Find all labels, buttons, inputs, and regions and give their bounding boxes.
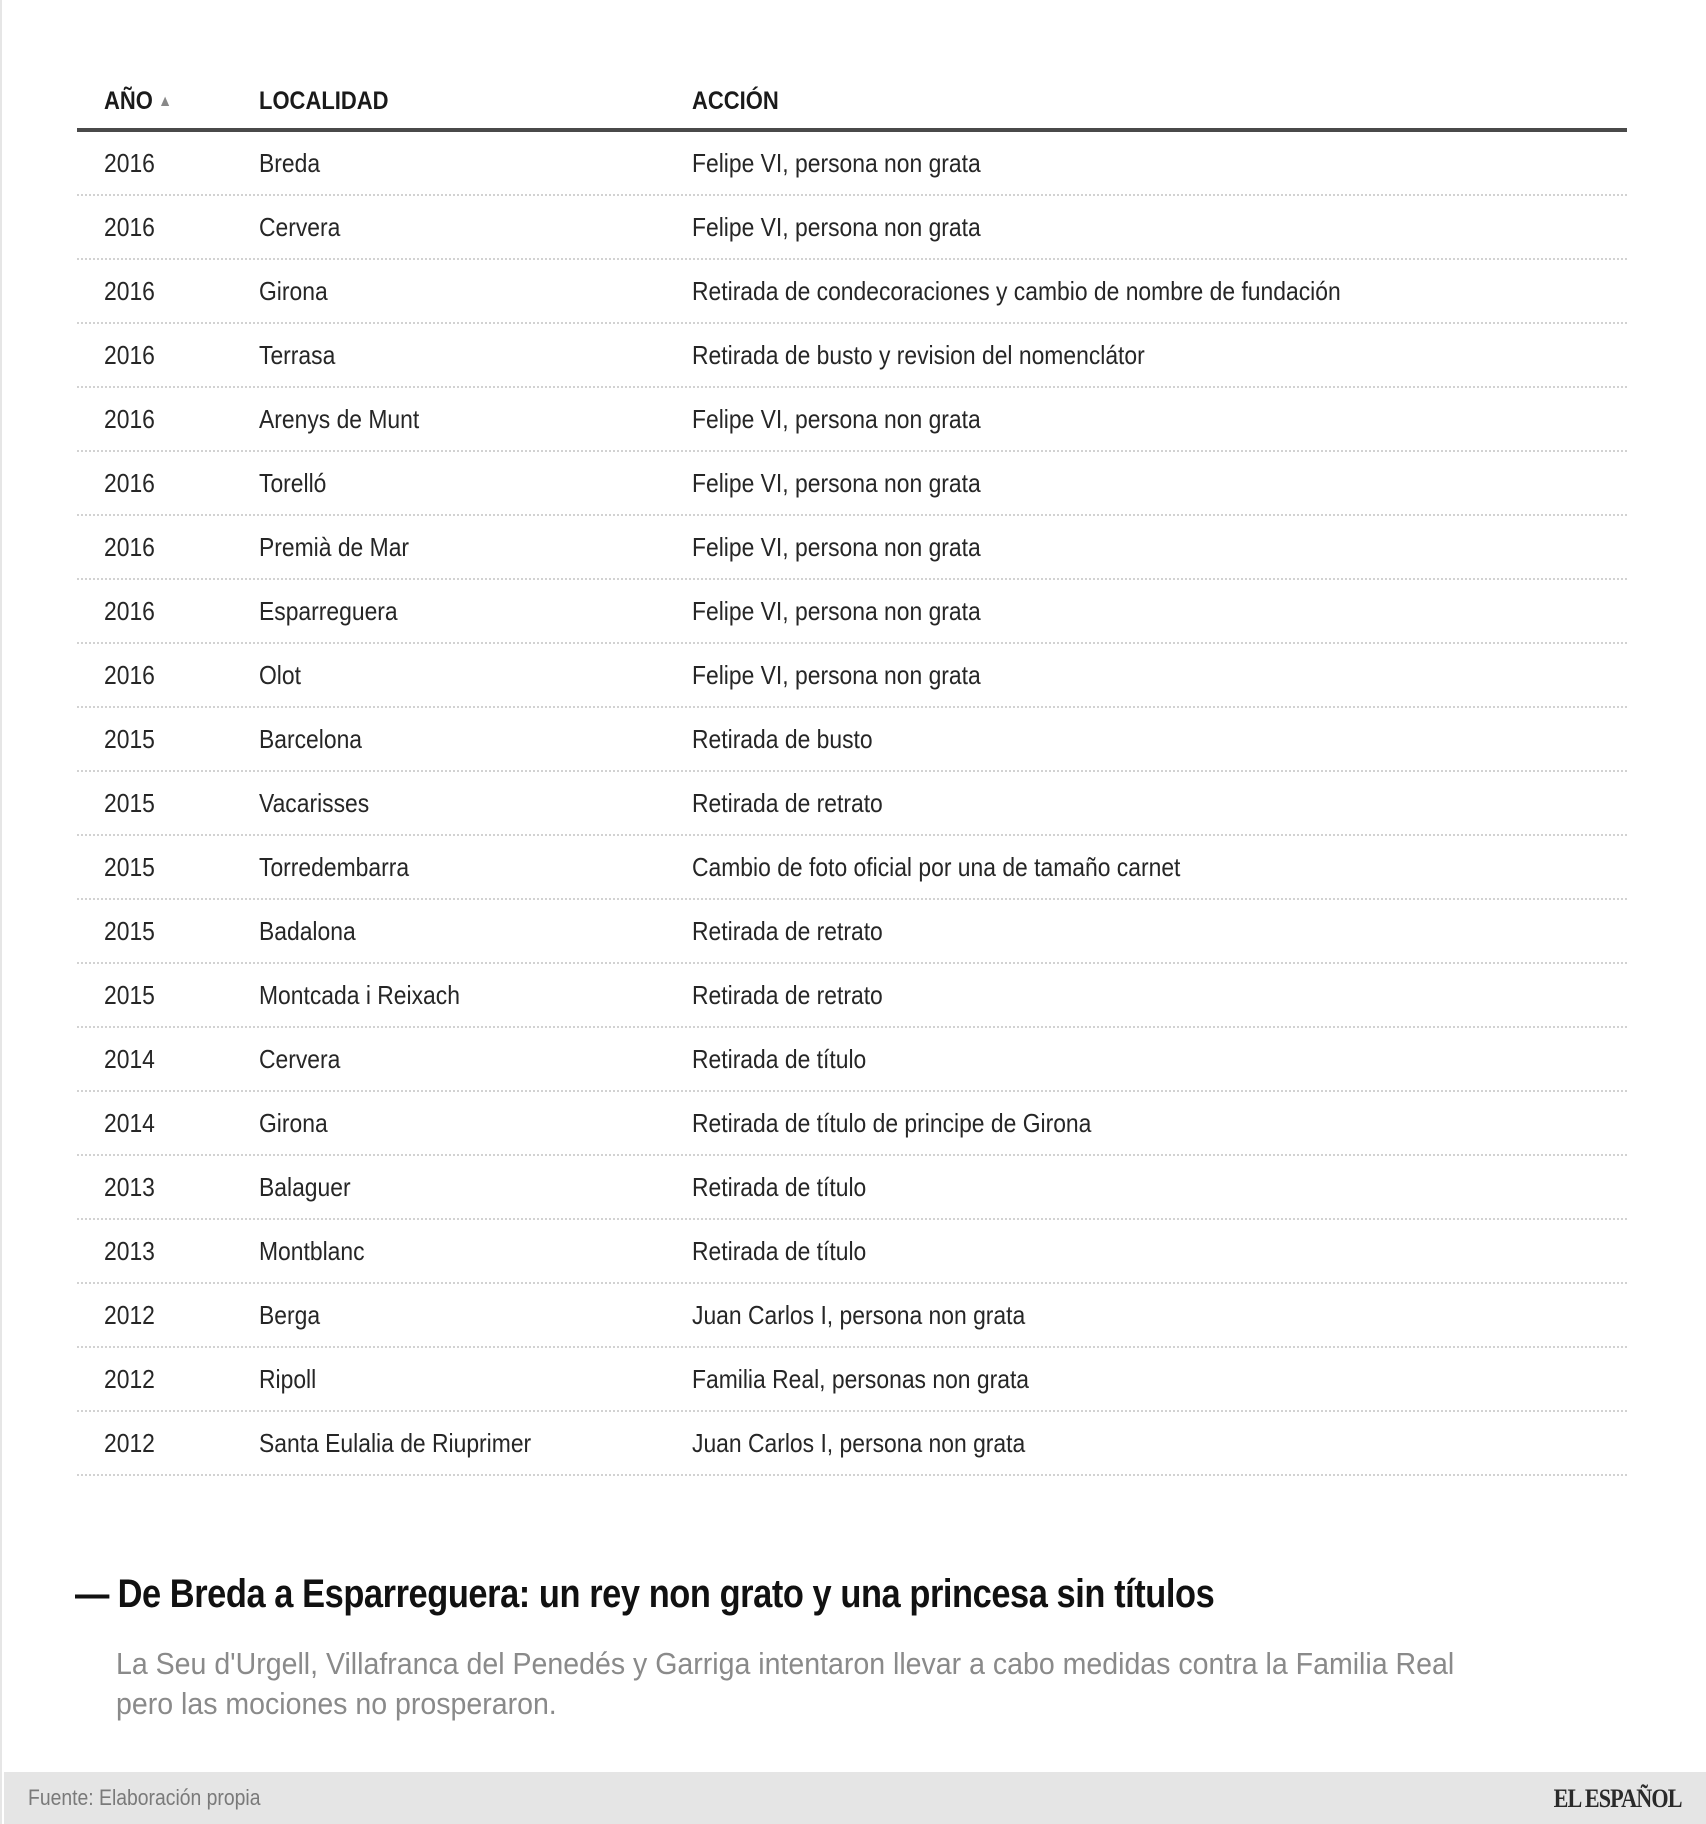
column-header-year[interactable]: [104, 87, 172, 116]
table-row: [77, 772, 1627, 836]
table-row: [77, 836, 1627, 900]
cell-year: 2015: [104, 980, 155, 1010]
cell-action: Cambio de foto oficial por una de tamaño carnet: [692, 852, 1181, 882]
cell-locality: Girona: [259, 276, 328, 306]
cell-year: 2016: [104, 468, 155, 498]
footer: [4, 1772, 1706, 1824]
table-row: [77, 1092, 1627, 1156]
cell-year: 2015: [104, 788, 155, 818]
cell-locality: Badalona: [259, 916, 356, 946]
cell-locality: Barcelona: [259, 724, 363, 754]
table-row: [77, 516, 1627, 580]
table-row: [77, 452, 1627, 516]
cell-action: Retirada de título: [692, 1172, 867, 1202]
table-row: [77, 132, 1627, 196]
cell-year: 2016: [104, 596, 155, 626]
cell-locality: Ripoll: [259, 1364, 317, 1394]
cell-year: 2016: [104, 404, 155, 434]
cell-action: Familia Real, personas non grata: [692, 1364, 1030, 1394]
column-header-action[interactable]: ACCIÓN: [692, 87, 779, 115]
table-row: [77, 324, 1627, 388]
cell-locality: Girona: [259, 1108, 328, 1138]
cell-locality: Balaguer: [259, 1172, 351, 1202]
cell-action: Felipe VI, persona non grata: [692, 148, 981, 178]
table-row: [77, 1220, 1627, 1284]
cell-year: 2016: [104, 276, 155, 306]
cell-action: Retirada de retrato: [692, 788, 883, 818]
cell-locality: Cervera: [259, 1044, 341, 1074]
cell-locality: Terrasa: [259, 340, 336, 370]
table-header: [77, 70, 1627, 132]
cell-locality: Montblanc: [259, 1236, 365, 1266]
cell-locality: Premià de Mar: [259, 532, 410, 562]
sort-ascending-icon[interactable]: ▲: [158, 93, 173, 111]
cell-action: Felipe VI, persona non grata: [692, 468, 981, 498]
cell-year: 2016: [104, 340, 155, 370]
cell-locality: Montcada i Reixach: [259, 980, 460, 1010]
cell-action: Retirada de título de principe de Girona: [692, 1108, 1092, 1138]
cell-locality: Cervera: [259, 212, 341, 242]
cell-locality: Breda: [259, 148, 321, 178]
table-row: [77, 1284, 1627, 1348]
table-row: [77, 708, 1627, 772]
cell-action: Felipe VI, persona non grata: [692, 660, 981, 690]
cell-action: Retirada de condecoraciones y cambio de nombre de fundación: [692, 276, 1341, 306]
cell-year: 2015: [104, 852, 155, 882]
article-subtitle: La Seu d'Urgell, Villafranca del Penedés y Garriga intentaron llevar a cabo medidas contra la Familia Real pero las mociones no prosperaron.: [116, 1646, 1455, 1721]
table-row: [77, 196, 1627, 260]
cell-action: Felipe VI, persona non grata: [692, 532, 981, 562]
cell-year: 2015: [104, 916, 155, 946]
headline-text: De Breda a Esparreguera: un rey non grato y una princesa sin títulos: [117, 1572, 1215, 1616]
cell-year: 2015: [104, 724, 155, 754]
cell-action: Retirada de título: [692, 1236, 867, 1266]
cell-year: 2012: [104, 1364, 155, 1394]
cell-locality: Santa Eulalia de Riuprimer: [259, 1428, 532, 1458]
cell-action: Retirada de retrato: [692, 916, 883, 946]
cell-action: Felipe VI, persona non grata: [692, 212, 981, 242]
cell-year: 2016: [104, 212, 155, 242]
data-table: [77, 70, 1627, 1476]
article-headline: [75, 1572, 1214, 1617]
source-note: Fuente: Elaboración propia: [28, 1785, 261, 1810]
cell-locality: Berga: [259, 1300, 321, 1330]
table-row: [77, 900, 1627, 964]
cell-locality: Torredembarra: [259, 852, 410, 882]
cell-action: Retirada de título: [692, 1044, 867, 1074]
table-row: [77, 1156, 1627, 1220]
table-row: [77, 644, 1627, 708]
table-row: [77, 1028, 1627, 1092]
cell-action: Retirada de busto: [692, 724, 873, 754]
cell-action: Retirada de retrato: [692, 980, 883, 1010]
table-row: [77, 1412, 1627, 1476]
column-header-locality[interactable]: LOCALIDAD: [259, 87, 389, 115]
column-header-year-label: AÑO: [104, 87, 153, 115]
cell-year: 2016: [104, 532, 155, 562]
cell-year: 2012: [104, 1300, 155, 1330]
cell-year: 2016: [104, 148, 155, 178]
cell-locality: Esparreguera: [259, 596, 398, 626]
table-row: [77, 1348, 1627, 1412]
cell-locality: Arenys de Munt: [259, 404, 420, 434]
headline-dash: —: [75, 1572, 109, 1616]
cell-year: 2016: [104, 660, 155, 690]
table-row: [77, 580, 1627, 644]
table-row: [77, 388, 1627, 452]
cell-year: 2012: [104, 1428, 155, 1458]
cell-year: 2013: [104, 1236, 155, 1266]
cell-locality: Olot: [259, 660, 301, 690]
cell-action: Retirada de busto y revision del nomenclátor: [692, 340, 1145, 370]
cell-locality: Vacarisses: [259, 788, 370, 818]
table-body: [77, 132, 1627, 1476]
cell-action: Felipe VI, persona non grata: [692, 596, 981, 626]
cell-locality: Torelló: [259, 468, 327, 498]
cell-action: Juan Carlos I, persona non grata: [692, 1428, 1026, 1458]
cell-year: 2014: [104, 1108, 155, 1138]
cell-year: 2013: [104, 1172, 155, 1202]
el-espanol-logo: EL ESPAÑOL: [1553, 1784, 1682, 1813]
cell-action: Felipe VI, persona non grata: [692, 404, 981, 434]
cell-action: Juan Carlos I, persona non grata: [692, 1300, 1026, 1330]
table-row: [77, 964, 1627, 1028]
table-row: [77, 260, 1627, 324]
cell-year: 2014: [104, 1044, 155, 1074]
